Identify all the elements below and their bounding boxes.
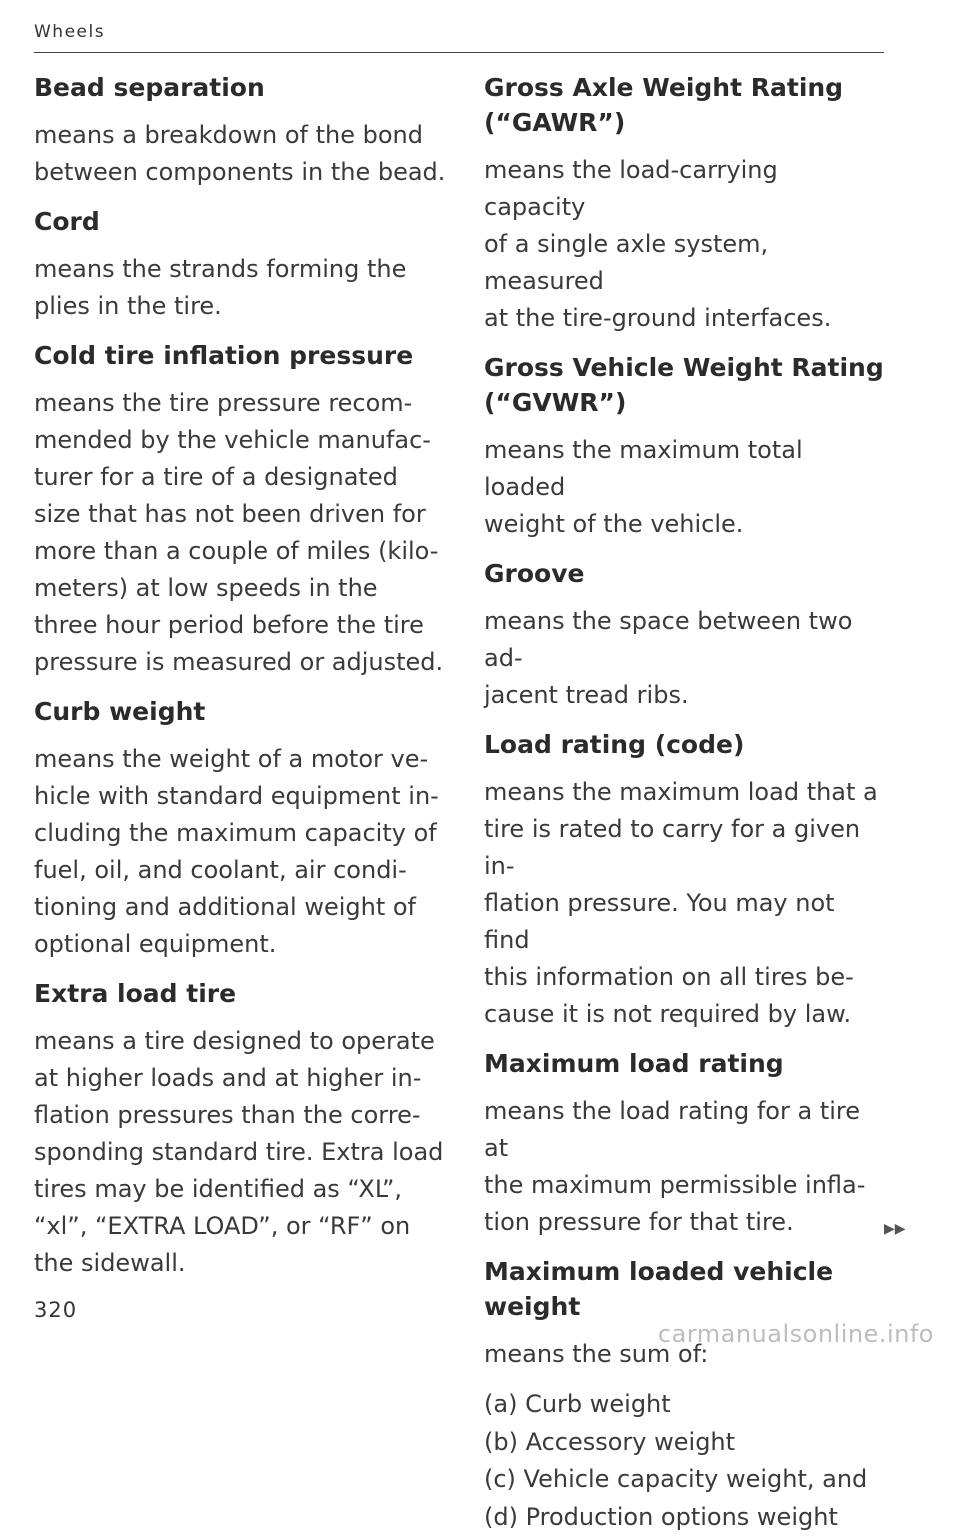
entry-gawr [484,70,884,337]
continue-arrow-icon: ▶▶ [884,1221,906,1237]
term-definition: means a breakdown of the bond between components in the bead. [34,117,454,191]
term-definition: means the load rating for a tire at the maximum permissible infla- tion pressure for that tire. [484,1093,884,1241]
entry-load-rating [484,727,884,1033]
term-heading: Extra load tire [34,976,454,1011]
page-header [34,22,884,42]
list-item: (b) Accessory weight [484,1424,884,1462]
term-heading: Groove [484,556,884,591]
term-definition: means the sum of: [484,1336,884,1373]
entry-extra-load-tire [34,976,454,1282]
entry-cord [34,204,454,325]
term-heading: Gross Axle Weight Rating (“GAWR”) [484,70,884,140]
term-heading: Curb weight [34,694,454,729]
list-item: (d) Production options weight [484,1499,884,1536]
term-heading: Load rating (code) [484,727,884,762]
term-definition: means the space between two ad- jacent tread ribs. [484,603,884,714]
list-item: (a) Curb weight [484,1386,884,1424]
entry-curb-weight [34,694,454,963]
term-definition: means the maximum load that a tire is rated to carry for a given in- flation pressure. You may not find this information on all tires be- cause it is not required by law. [484,774,884,1033]
entry-bead-separation [34,70,454,191]
page-number: 320 [34,1298,77,1322]
entry-maximum-loaded-vehicle-weight [484,1254,884,1536]
sum-list [484,1386,884,1536]
term-heading: Cord [34,204,454,239]
term-heading: Maximum loaded vehicle weight [484,1254,884,1324]
entry-maximum-load-rating [484,1046,884,1241]
term-definition: means the weight of a motor ve- hicle with standard equipment in- cluding the maximum capacity of fuel, oil, and coolant, air condi- tioning and additional weight of optional equipment. [34,741,454,963]
left-column [34,70,454,1295]
watermark: carmanualsonline.info [658,1320,934,1348]
term-heading: Cold tire inflation pressure [34,338,454,373]
section-label: Wheels [34,22,105,42]
right-column [484,70,884,1536]
term-definition: means a tire designed to operate at higher loads and at higher in- flation pressures than the corre- sponding standard tire. Extra load tires may be identified as “XL”, “xl”, “EXTRA LOAD”, or “RF” on the sidewall. [34,1023,454,1282]
term-definition: means the strands forming the plies in the tire. [34,251,454,325]
list-item: (c) Vehicle capacity weight, and [484,1461,884,1499]
entry-gvwr [484,350,884,543]
header-rule [34,52,884,53]
term-heading: Maximum load rating [484,1046,884,1081]
term-definition: means the maximum total loaded weight of the vehicle. [484,432,884,543]
entry-groove [484,556,884,714]
term-definition: means the load-carrying capacity of a single axle system, measured at the tire-ground interfaces. [484,152,884,337]
term-definition: means the tire pressure recom- mended by the vehicle manufac- turer for a tire of a designated size that has not been driven for more than a couple of miles (kilo- meters) at low speeds in the three hour period before the tire pressure is measured or adjusted. [34,385,454,681]
entry-cold-tire-inflation-pressure [34,338,454,681]
term-heading: Gross Vehicle Weight Rating (“GVWR”) [484,350,884,420]
term-heading: Bead separation [34,70,454,105]
